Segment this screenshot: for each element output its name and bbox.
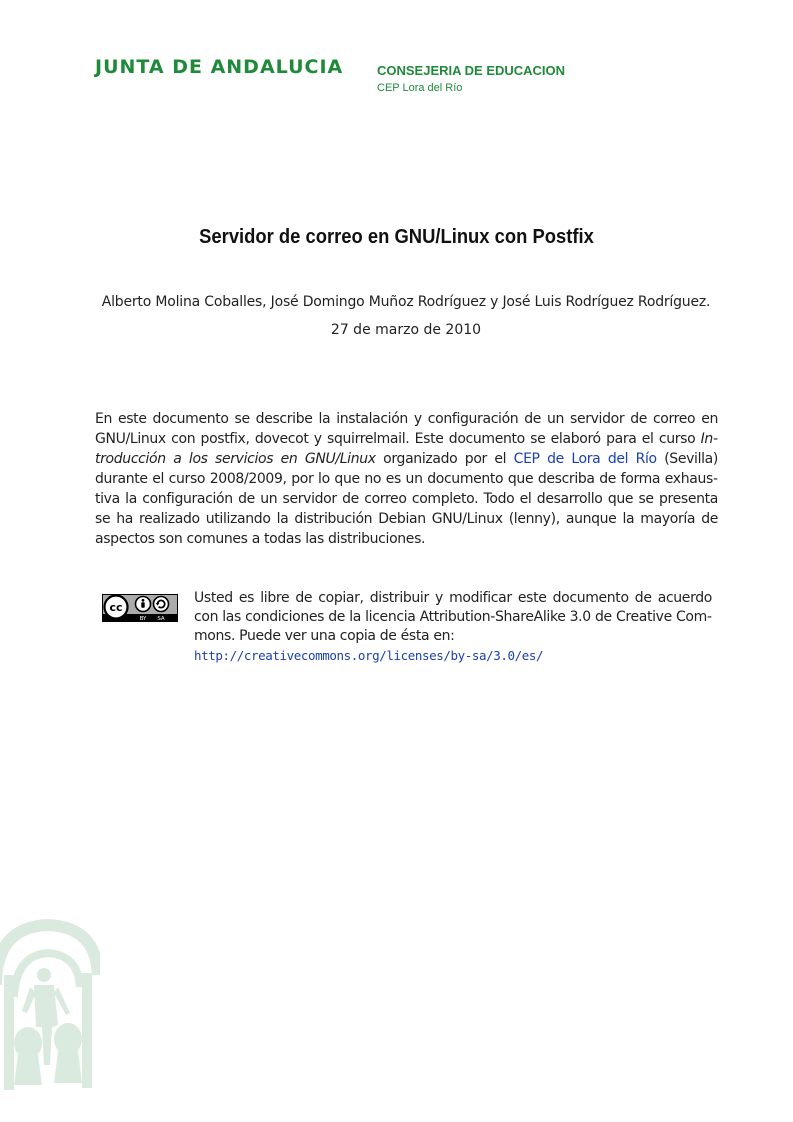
junta-de-andalucia-logo: JUNTA DE ANDALUCIA (95, 56, 344, 78)
creative-commons-by-sa-icon[interactable] (102, 594, 178, 622)
course-name: Introducción a los servicios en GNU/Linux (95, 431, 718, 467)
abstract-text-2: organizado por el (375, 451, 514, 467)
andalucia-emblem-icon (0, 915, 100, 1090)
consejeria-title: CONSEJERIA DE EDUCACION (377, 63, 566, 78)
by-text: BY (139, 616, 147, 622)
cc-text: cc (109, 601, 123, 614)
document-date: 27 de marzo de 2010 (330, 322, 482, 338)
abstract-text-3: (Sevilla) durante el curso 2008/2009, por lo que no es un documento que describa de forma exhaustiva la configuración de un servidor de correo completo. Todo el desarrollo que se presenta se ha realizado utilizando la distribución Debian GNU/Linux (lenny), aunque la mayoría de aspectos son comunes a todas las distribuciones. (95, 451, 718, 547)
license-text: Usted es libre de copiar, distribuir y modificar este documento de acuerdo con las condiciones de la licencia Attribution-ShareAlike 3.0 de Creative Commons. Puede ver una copia de ésta en: (194, 590, 712, 644)
document-title: Servidor de correo en GNU/Linux con Postfix (199, 226, 594, 248)
cep-subtitle: CEP Lora del Río (377, 82, 463, 94)
license-url-link[interactable]: http://creativecommons.org/licenses/by-sa/3.0/es/ (194, 648, 544, 663)
abstract (95, 409, 718, 549)
document-authors: Alberto Molina Coballes, José Domingo Muñoz Rodríguez y José Luis Rodríguez Rodríguez. (101, 294, 711, 310)
sa-text: SA (157, 616, 165, 622)
license-notice (194, 589, 712, 666)
abstract-text-1: En este documento se describe la instalación y configuración de un servidor de correo en GNU/Linux con postfix, dovecot y squirrelmail. Este documento se elaboró para el curso (95, 411, 718, 447)
cep-link[interactable]: CEP de Lora del Río (513, 451, 657, 467)
